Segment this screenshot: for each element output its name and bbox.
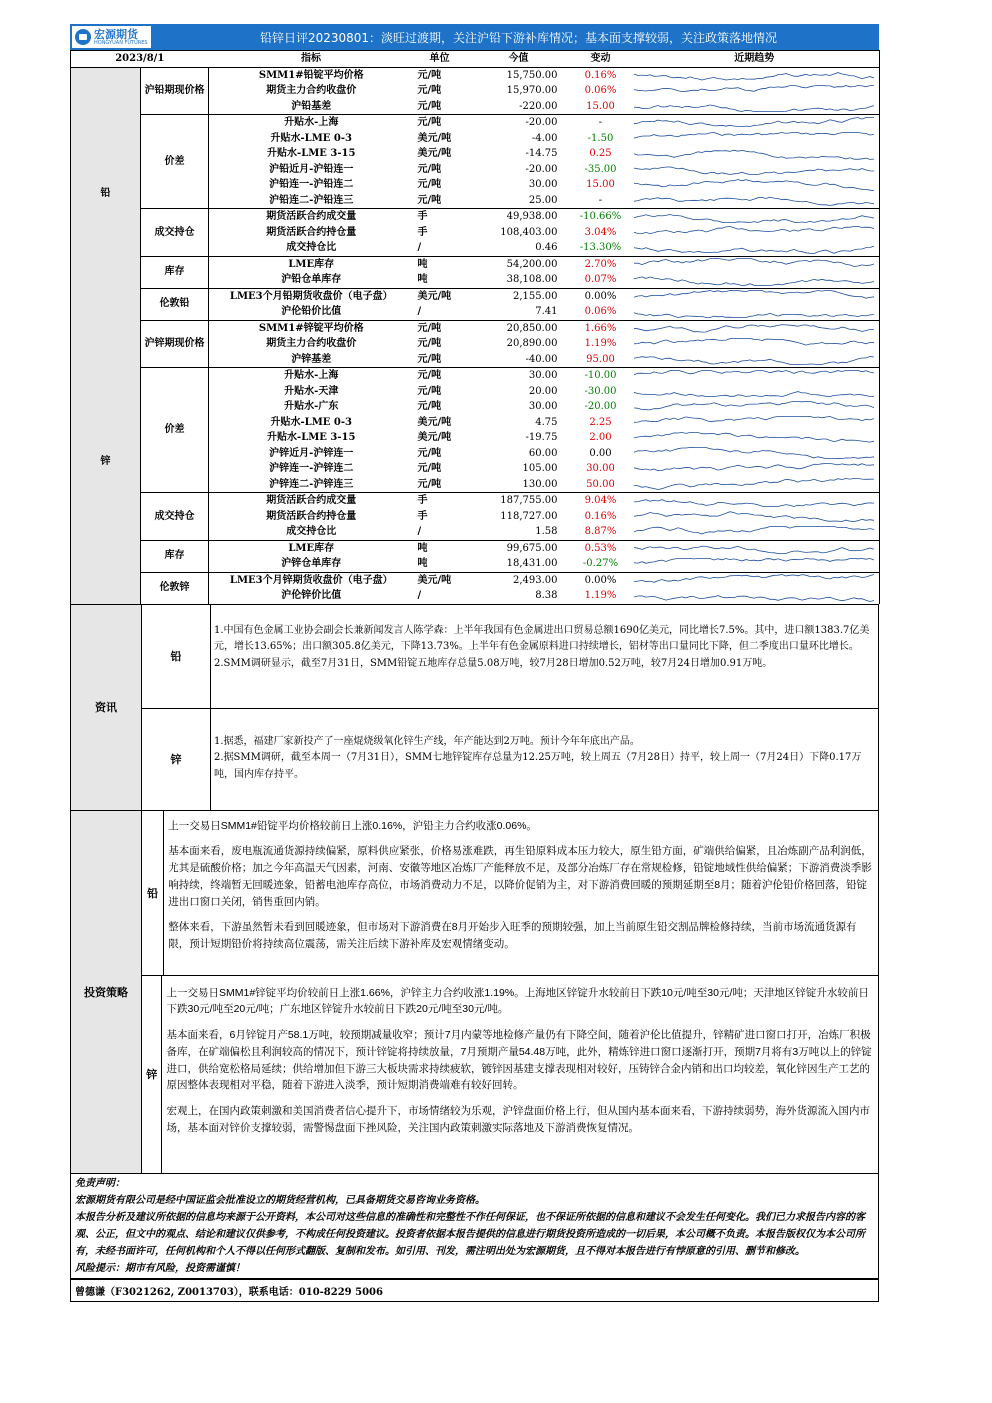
indicator-name: 升贴水-天津 xyxy=(284,385,339,397)
indicator-name: 沪铅近月-沪铅连一 xyxy=(269,163,354,175)
indicator-unit: 手 xyxy=(417,510,428,522)
change-value: 0.16% xyxy=(584,510,617,522)
trend-line xyxy=(634,370,874,374)
header-unit: 单位 xyxy=(414,51,466,68)
trend-cell xyxy=(630,209,880,225)
news-zinc-item-1: 1.据悉，福建厂家新投产了一座焜烧级氧化锌生产线，年产能达到2万吨。预计今年年底出产品。 xyxy=(214,735,640,747)
trend-line xyxy=(634,392,874,397)
trend-sparkline xyxy=(634,431,878,445)
change-value: 0.16% xyxy=(572,67,630,83)
trend-line xyxy=(634,73,874,80)
today-value: -19.75 xyxy=(525,432,558,443)
trend-sparkline xyxy=(634,337,878,351)
indicator-unit: 元/吨 xyxy=(417,179,442,190)
strategy-zinc-p1: 上一交易日SMM1#锌锭平均价较前日上涨1.66%，沪锌主力合约收涨1.19%。上海地区锌锭升水较前日下跌10元/吨至30元/吨；天津地区锌锭升水较前日下跌30元/吨至20元/吨；广东地区锌锭升水较前日下跌20元/吨至30元/吨。 xyxy=(166,986,869,1016)
trend-sparkline xyxy=(634,477,878,491)
today-value: 99,675.00 xyxy=(466,540,572,556)
indicator-unit: 美元/吨 xyxy=(414,572,466,588)
group-label: 伦敦铅 xyxy=(141,288,209,320)
trend-sparkline xyxy=(634,525,878,539)
trend-cell xyxy=(630,540,880,556)
trend-sparkline xyxy=(634,257,878,271)
indicator-unit: / xyxy=(417,526,422,537)
indicator-name: 沪锌基差 xyxy=(291,353,332,365)
indicator-name: 升贴水-广东 xyxy=(284,401,339,412)
trend-sparkline xyxy=(634,589,878,603)
change-value: 95.00 xyxy=(586,353,615,365)
today-value: 60.00 xyxy=(528,447,558,459)
today-value: 20,890.00 xyxy=(506,338,558,349)
price-table xyxy=(70,50,880,604)
trend-sparkline xyxy=(634,131,878,145)
trend-sparkline xyxy=(634,162,878,176)
group-label: 成交持仓 xyxy=(141,493,209,541)
trend-line xyxy=(634,167,874,175)
indicator-unit: / xyxy=(417,306,422,317)
metric-row xyxy=(71,256,880,272)
indicator-name: 沪铅连一-沪铅连二 xyxy=(269,179,354,190)
indicator-unit: 美元/吨 xyxy=(417,416,452,428)
indicator-unit: 元/吨 xyxy=(417,194,442,206)
trend-line xyxy=(634,432,874,442)
indicator-name: LME3个月铅期货收盘价（电子盘） xyxy=(209,288,414,304)
trend-sparkline xyxy=(634,225,878,239)
trend-cell xyxy=(630,430,880,446)
trend-line xyxy=(634,105,874,112)
today-value: 49,938.00 xyxy=(466,209,572,225)
zinc-category: 锌 xyxy=(71,320,141,604)
trend-sparkline xyxy=(634,352,878,366)
trend-line xyxy=(634,246,874,254)
indicator-name: 沪锌仓单库存 xyxy=(281,558,342,569)
today-value: 30.00 xyxy=(528,179,558,190)
trend-sparkline xyxy=(634,321,878,335)
report-header xyxy=(70,24,879,50)
indicator-unit: 美元/吨 xyxy=(417,432,452,443)
indicator-name: 期货活跃合约成交量 xyxy=(209,493,414,509)
trend-sparkline xyxy=(634,462,878,476)
trend-cell xyxy=(630,461,880,477)
indicator-name: 沪铅仓单库存 xyxy=(281,274,342,285)
risk-warning: 风险提示：期市有风险，投资需谨慎！ xyxy=(75,1262,245,1274)
trend-line xyxy=(634,227,874,234)
change-value: 0.06% xyxy=(584,85,617,96)
indicator-name: 成交持仓比 xyxy=(286,242,337,253)
today-value: 1.58 xyxy=(535,526,558,537)
trend-cell xyxy=(630,336,880,352)
trend-line xyxy=(634,338,874,345)
today-value: -4.00 xyxy=(531,132,558,144)
today-value: 4.75 xyxy=(535,416,558,428)
change-value: -1.50 xyxy=(587,132,614,144)
indicator-unit: 元/吨 xyxy=(417,338,442,349)
change-value: 0.00 xyxy=(589,447,612,459)
change-value: 1.19% xyxy=(584,338,617,349)
trend-line xyxy=(634,558,874,563)
trend-line xyxy=(634,277,874,286)
logo-english-name: HONGYUAN FUTURES xyxy=(94,39,148,46)
trend-cell xyxy=(630,493,880,509)
company-logo xyxy=(72,26,151,48)
metric-row xyxy=(71,572,880,588)
trend-cell xyxy=(630,304,880,320)
indicator-name: 升贴水-LME 0-3 xyxy=(270,132,352,144)
change-value: 1.66% xyxy=(572,320,630,336)
group-label: 价差 xyxy=(141,115,209,209)
change-value: 1.19% xyxy=(584,590,617,601)
trend-cell xyxy=(630,477,880,493)
metric-row xyxy=(71,209,880,225)
trend-line xyxy=(634,150,874,159)
change-value: 2.00 xyxy=(589,432,612,443)
trend-sparkline xyxy=(634,193,878,207)
indicator-name: 升贴水-上海 xyxy=(209,368,414,384)
indicator-name: LME库存 xyxy=(209,256,414,272)
trend-cell xyxy=(630,572,880,588)
trend-sparkline xyxy=(634,147,878,161)
trend-line xyxy=(634,197,874,205)
strategy-category: 投资策略 xyxy=(71,811,142,1173)
trend-cell xyxy=(630,320,880,336)
trend-cell xyxy=(630,146,880,162)
disclaimer xyxy=(70,1174,879,1279)
today-value: -20.00 xyxy=(525,163,558,175)
indicator-name: 沪铅连二-沪铅连三 xyxy=(269,194,354,206)
trend-cell xyxy=(630,256,880,272)
indicator-unit: 手 xyxy=(417,226,428,238)
indicator-name: 沪伦铅价比值 xyxy=(281,306,342,317)
news-lead-item-1: 1.中国有色金属工业协会副会长兼新闻发言人陈学森：上半年我国有色金属进出口贸易总额1690亿美元，同比增长7.5%。其中，进口额1383.7亿美元，增长13.65%；出口额305.8亿美元，下降13.73%。上半年有色金属原料进口持续增长，铝材等出口量同比下降，但二季度出口量环比增长。 xyxy=(214,624,870,652)
today-value: 130.00 xyxy=(522,478,558,490)
trend-cell xyxy=(630,556,880,572)
metric-row xyxy=(71,493,880,509)
today-value: 15,750.00 xyxy=(466,67,572,83)
author-contact: 曾德谦（F3021262, Z0013703），联系电话：010-8229 5006 xyxy=(70,1279,879,1302)
indicator-name: 升贴水-上海 xyxy=(209,115,414,131)
trend-sparkline xyxy=(634,384,878,398)
today-value: -220.00 xyxy=(519,100,558,112)
news-lead-label: 铅 xyxy=(142,605,211,708)
trend-line xyxy=(634,463,874,470)
trend-cell xyxy=(630,67,880,83)
indicator-unit: 元/吨 xyxy=(417,478,442,490)
trend-cell xyxy=(630,509,880,525)
report-page xyxy=(70,24,879,1302)
trend-cell xyxy=(630,384,880,400)
change-value: -0.27% xyxy=(582,558,619,569)
indicator-name: SMM1#铅锭平均价格 xyxy=(209,67,414,83)
trend-sparkline xyxy=(634,400,878,414)
trend-sparkline xyxy=(634,415,878,429)
header-trend: 近期趋势 xyxy=(630,51,880,68)
indicator-name: 期货主力合约收盘价 xyxy=(266,85,357,96)
today-value: 2,493.00 xyxy=(466,572,572,588)
trend-line xyxy=(634,546,874,553)
trend-cell xyxy=(630,524,880,540)
today-value: -40.00 xyxy=(525,353,558,365)
today-value: 2,155.00 xyxy=(466,288,572,304)
change-value: 0.06% xyxy=(584,306,617,317)
trend-cell xyxy=(630,99,880,115)
trend-cell xyxy=(630,368,880,384)
indicator-unit: 元/吨 xyxy=(417,353,442,365)
logo-name: 宏源期货 xyxy=(94,27,138,41)
trend-line xyxy=(634,133,874,139)
trend-line xyxy=(634,85,874,91)
change-value: 50.00 xyxy=(586,478,615,490)
news-category: 资讯 xyxy=(71,605,142,810)
disclaimer-body: 本报告分析及建议所依据的信息均来源于公开资料，本公司对这些信息的准确性和完整性不作任何保证，也不保证所依据的信息和建议不会发生任何变化。我们已力求报告内容的客观、公正，但文中的观点、结论和建议仅供参考，不构成任何投资建议。投资者依据本报告提供的信息进行期货投资所造成的一切后果，本公司概不负责。本报告版权仅为本公司所有，未经书面许可，任何机构和个人不得以任何形式翻版、复制和发布。如引用、刊发，需注明出处为宏源期货，且不得对本报告进行有悖原意的引用、删节和修改。 xyxy=(75,1211,865,1257)
indicator-name: 期货活跃合约持仓量 xyxy=(266,510,357,522)
indicator-name: 沪锌连一-沪锌连二 xyxy=(269,463,354,474)
indicator-name: 升贴水-LME 3-15 xyxy=(267,148,356,159)
change-value: 15.00 xyxy=(586,179,615,190)
today-value: 30.00 xyxy=(466,368,572,384)
today-value: 118,727.00 xyxy=(500,510,558,522)
trend-line xyxy=(634,313,874,318)
strategy-zinc-label: 锌 xyxy=(142,976,162,1173)
change-value: 3.04% xyxy=(584,226,617,238)
change-value: -10.00 xyxy=(572,368,630,384)
trend-line xyxy=(634,291,874,299)
indicator-name: 期货活跃合约成交量 xyxy=(209,209,414,225)
trend-sparkline xyxy=(634,84,878,98)
today-value: 18,431.00 xyxy=(506,558,558,569)
today-value: 25.00 xyxy=(528,194,558,206)
trend-sparkline xyxy=(634,446,878,460)
trend-sparkline xyxy=(634,541,878,555)
news-section xyxy=(70,604,879,811)
strategy-zinc-p2: 基本面来看，6月锌锭月产58.1万吨，较预期减量收窄；预计7月内蒙等地检修产量仍有下降空间，随着沪伦比值提升，锌精矿进口窗口打开，冶炼厂积极备库，在矿端偏松且利润较高的情况下，预计锌锭将持续放量，7月预期产量54.48万吨，此外，精炼锌进口窗口逐渐打开，预期7月将有3万吨以上的锌锭进口，供给宽松格局延续；供给增加但下游三大板块需求持续疲软，镀锌因基建支撑表现相对较好，压铸锌合金内销和出口均较差，氧化锌因生产工艺的原因整体表现相对平稳，随着下游进入淡季，预计短期消费端难有较好回转。 xyxy=(166,1029,872,1092)
table-header-row xyxy=(71,51,880,68)
group-label: 价差 xyxy=(141,368,209,493)
change-value: 0.00% xyxy=(572,288,630,304)
indicator-unit: 手 xyxy=(414,493,466,509)
indicator-unit: 吨 xyxy=(417,274,428,285)
indicator-name: LME库存 xyxy=(209,540,414,556)
metric-row xyxy=(71,67,880,83)
change-value: -20.00 xyxy=(584,401,617,412)
change-value: 30.00 xyxy=(586,463,615,474)
header-indicator: 指标 xyxy=(209,51,414,68)
trend-sparkline xyxy=(634,369,878,383)
trend-line xyxy=(634,526,874,533)
disclaimer-title: 免责声明： xyxy=(75,1177,125,1189)
indicator-unit: 元/吨 xyxy=(417,100,442,112)
trend-line xyxy=(634,179,874,190)
today-value: 38,108.00 xyxy=(506,274,558,285)
indicator-unit: 美元/吨 xyxy=(417,132,452,144)
metric-row xyxy=(71,368,880,384)
change-value: 0.00% xyxy=(572,572,630,588)
strategy-zinc-p3: 宏观上，在国内政策刺激和美国消费者信心提升下，市场情绪较为乐观，沪锌盘面价格上行，但从国内基本面来看，下游持续弱势，海外货源流入国内市场，基本面对锌价支撑较弱，需警惕盘面下挫风险，关注国内政策刺激实际落地及下游消费恢复情况。 xyxy=(166,1105,870,1135)
trend-line xyxy=(634,325,874,333)
change-value: 0.25 xyxy=(589,148,612,159)
group-label: 库存 xyxy=(141,256,209,288)
indicator-name: 沪伦锌价比值 xyxy=(281,590,342,601)
change-value: - xyxy=(598,194,603,206)
change-value: 0.53% xyxy=(572,540,630,556)
indicator-unit: 美元/吨 xyxy=(417,148,452,159)
indicator-unit: 元/吨 xyxy=(417,85,442,96)
strategy-lead-label: 铅 xyxy=(142,811,164,975)
trend-cell xyxy=(630,131,880,147)
today-value: 8.38 xyxy=(535,590,558,601)
indicator-unit: 吨 xyxy=(417,558,428,569)
trend-sparkline xyxy=(634,557,878,571)
indicator-name: 升贴水-LME 0-3 xyxy=(270,416,352,428)
trend-line xyxy=(634,499,874,506)
group-label: 成交持仓 xyxy=(141,209,209,257)
trend-line xyxy=(634,512,874,522)
trend-line xyxy=(634,575,874,583)
indicator-unit: 元/吨 xyxy=(417,463,442,474)
trend-line xyxy=(634,357,874,365)
change-value: 9.04% xyxy=(572,493,630,509)
trend-cell xyxy=(630,115,880,131)
today-value: 20,850.00 xyxy=(466,320,572,336)
indicator-unit: 美元/吨 xyxy=(414,288,466,304)
indicator-unit: 元/吨 xyxy=(414,115,466,131)
trend-line xyxy=(634,417,874,423)
indicator-unit: / xyxy=(417,242,422,253)
today-value: 0.46 xyxy=(535,242,558,253)
news-zinc-item-2: 2.据SMM调研，截至本周一（7月31日），SMM七地锌锭库存总量为12.25万吨，较上周五（7月28日）持平，较上周一（7月24日）下降0.17万吨，国内库存持平。 xyxy=(214,752,862,780)
group-label: 伦敦锌 xyxy=(141,572,209,604)
trend-cell xyxy=(630,352,880,368)
trend-line xyxy=(634,479,874,490)
change-value: 0.07% xyxy=(584,274,617,285)
indicator-name: SMM1#锌锭平均价格 xyxy=(209,320,414,336)
trend-cell xyxy=(630,225,880,241)
trend-sparkline xyxy=(634,305,878,319)
change-value: 15.00 xyxy=(586,100,615,112)
indicator-unit: 吨 xyxy=(414,256,466,272)
today-value: 54,200.00 xyxy=(466,256,572,272)
change-value: 8.87% xyxy=(584,526,617,537)
today-value: 108,403.00 xyxy=(500,226,558,238)
indicator-name: 期货活跃合约持仓量 xyxy=(266,226,357,238)
trend-line xyxy=(634,214,874,222)
trend-line xyxy=(634,117,874,126)
today-value: 105.00 xyxy=(522,463,558,474)
trend-cell xyxy=(630,272,880,288)
today-value: -14.75 xyxy=(525,148,558,159)
trend-cell xyxy=(630,83,880,99)
trend-cell xyxy=(630,415,880,431)
metric-row xyxy=(71,540,880,556)
header-change: 变动 xyxy=(572,51,630,68)
indicator-name: 成交持仓比 xyxy=(286,526,337,537)
trend-cell xyxy=(630,446,880,462)
change-value: -10.66% xyxy=(572,209,630,225)
lead-category: 铅 xyxy=(71,67,141,320)
indicator-name: 沪锌连二-沪锌连三 xyxy=(269,478,354,490)
strategy-lead-p2: 基本面来看，废电瓶流通货源持续偏紧，原料供应紧张，价格易涨难跌，再生铅原料成本压力较大，原生铅方面，矿端供给偏紧，且冶炼副产品利润低，尤其是硫酸价格；加之今年高温天气因素，河南、安徽等地区冶炼厂产能释放不足，及部分冶炼厂存在常规检修，铅锭地域性供给偏紧；下游消费淡季影响持续，终端暂无回暖迹象，铅蓄电池库存高位，市场消费动力不足，以降价促销为主，对下游消费回暖的预期延期至8月；随着沪伦铅价格回落，铅锭进出口窗口关闭，销售重回内销。 xyxy=(168,845,872,908)
metric-row xyxy=(71,115,880,131)
trend-line xyxy=(634,259,874,267)
change-value: 2.25 xyxy=(589,416,612,428)
indicator-unit: 元/吨 xyxy=(414,67,466,83)
strategy-section xyxy=(70,811,879,1174)
change-value: 2.70% xyxy=(572,256,630,272)
trend-cell xyxy=(630,288,880,304)
news-zinc-label: 锌 xyxy=(142,709,211,810)
trend-line xyxy=(634,448,874,459)
indicator-unit: / xyxy=(417,590,422,601)
trend-line xyxy=(634,401,874,409)
trend-line xyxy=(634,595,874,601)
trend-cell xyxy=(630,399,880,415)
indicator-unit: 元/吨 xyxy=(417,385,442,397)
indicator-name: 期货主力合约收盘价 xyxy=(266,338,357,349)
today-value: 7.41 xyxy=(535,306,558,317)
trend-sparkline xyxy=(634,573,878,587)
indicator-unit: 元/吨 xyxy=(414,320,466,336)
indicator-unit: 元/吨 xyxy=(417,447,442,459)
trend-sparkline xyxy=(634,289,878,303)
indicator-name: 沪锌近月-沪锌连一 xyxy=(269,447,354,459)
disclaimer-qualification: 宏源期货有限公司是经中国证监会批准设立的期货经营机构，已具备期货交易咨询业务资格。 xyxy=(75,1194,485,1206)
trend-cell xyxy=(630,240,880,256)
trend-sparkline xyxy=(634,241,878,255)
trend-cell xyxy=(630,177,880,193)
indicator-unit: 元/吨 xyxy=(417,401,442,412)
trend-sparkline xyxy=(634,178,878,192)
trend-sparkline xyxy=(634,68,878,82)
trend-sparkline xyxy=(634,210,878,224)
header-today: 今值 xyxy=(466,51,572,68)
group-label: 沪铅期现价格 xyxy=(141,67,209,115)
trend-cell xyxy=(630,588,880,604)
strategy-lead-p1: 上一交易日SMM1#铅锭平均价格较前日上涨0.16%，沪铅主力合约收涨0.06%。 xyxy=(168,819,537,832)
trend-cell xyxy=(630,162,880,178)
change-value: - xyxy=(572,115,630,131)
trend-cell xyxy=(630,193,880,209)
trend-sparkline xyxy=(634,99,878,113)
news-lead-item-2: 2.SMM调研显示，截至7月31日，SMM铅锭五地库存总量5.08万吨，较7月28日增加0.52万吨，较7月24日增加0.91万吨。 xyxy=(214,657,773,669)
trend-sparkline xyxy=(634,273,878,287)
today-value: -20.00 xyxy=(466,115,572,131)
indicator-unit: 吨 xyxy=(414,540,466,556)
indicator-name: LME3个月锌期货收盘价（电子盘） xyxy=(209,572,414,588)
indicator-unit: 元/吨 xyxy=(414,368,466,384)
today-value: 20.00 xyxy=(528,385,558,397)
change-value: -13.30% xyxy=(579,242,622,253)
report-title: 铅锌日评20230801：淡旺过渡期，关注沪铅下游补库情况；基本面支撑较弱，关注政策落地情况 xyxy=(259,30,778,45)
change-value: -35.00 xyxy=(584,163,617,175)
report-date: 2023/8/1 xyxy=(71,51,209,68)
today-value: 30.00 xyxy=(528,401,558,412)
trend-sparkline xyxy=(634,116,878,130)
metric-row xyxy=(71,320,880,336)
trend-sparkline xyxy=(634,494,878,508)
group-label: 库存 xyxy=(141,540,209,572)
logo-mark-icon xyxy=(75,29,91,45)
indicator-unit: 元/吨 xyxy=(417,163,442,175)
trend-sparkline xyxy=(634,509,878,523)
strategy-lead-p3: 整体来看，下游虽然暂未看到回暖迹象，但市场对下游消费在8月开始步入旺季的预期较强，加上当前原生铅交割品牌检修持续，当前市场流通货源有限，预计短期铅价将持续高位震荡，需关注后续下游补库及宏观情绪变动。 xyxy=(168,921,857,951)
indicator-name: 沪铅基差 xyxy=(291,100,332,112)
change-value: -30.00 xyxy=(584,385,617,397)
indicator-unit: 手 xyxy=(414,209,466,225)
group-label: 沪锌期现价格 xyxy=(141,320,209,368)
today-value: 15,970.00 xyxy=(506,85,558,96)
today-value: 187,755.00 xyxy=(466,493,572,509)
metric-row xyxy=(71,288,880,304)
indicator-name: 升贴水-LME 3-15 xyxy=(267,432,356,443)
